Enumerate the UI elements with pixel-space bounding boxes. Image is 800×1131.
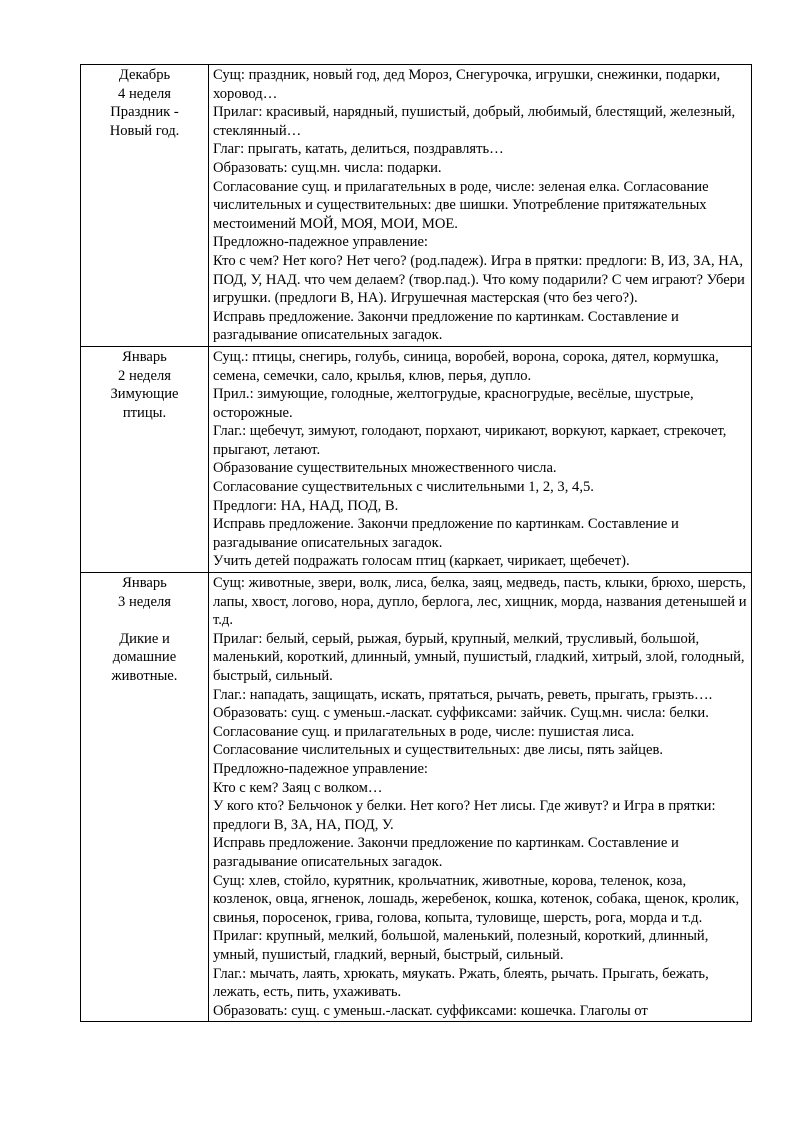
content-paragraph: Учить детей подражать голосам птиц (каркает, чирикает, щебечет).: [213, 553, 630, 570]
content-paragraph: Прилаг: крупный, мелкий, большой, маленький, полезный, короткий, длинный, умный, пушистый, гладкий, верный, быстрый, сильный.: [213, 928, 709, 963]
period-line: Праздник -: [110, 104, 179, 121]
content-paragraph: У кого кто? Бельчонок у белки. Нет кого? Нет лисы. Где живут? и Игра в прятки: предлоги В, ЗА, НА, ПОД, У.: [213, 798, 716, 833]
content-paragraph: Глаг.: щебечут, зимуют, голодают, порхают, чирикают, воркуют, каркает, стрекочет, прыгают, летают.: [213, 423, 727, 458]
content-paragraph: Глаг.: мычать, лаять, хрюкать, мяукать. Ржать, блеять, рычать. Прыгать, бежать, лежать, есть, пить, ухаживать.: [213, 965, 709, 1001]
content-paragraph: Предлоги: НА, НАД, ПОД, В.: [213, 497, 399, 514]
content-paragraph: Исправь предложение. Закончи предложение по картинкам. Составление и разгадывание описательных загадок.: [213, 308, 679, 344]
content-paragraph: Предложно-падежное управление:: [213, 234, 428, 251]
period-line: [85, 611, 204, 630]
content-paragraph: Образовать: сущ.мн. числа: подарки.: [213, 159, 442, 176]
document-page: [80, 64, 751, 1022]
content-paragraph: Предложно-падежное управление:: [213, 760, 428, 777]
content-paragraph: Сущ: животные, звери, волк, лиса, белка, заяц, медведь, пасть, клыки, брюхо, шерсть, лапы, хвост, логово, нора, дупло, берлога, лес, хищник, морда, названия детенышей и т.д.: [213, 575, 747, 629]
period-line: животные.: [111, 668, 178, 684]
content-paragraph: Согласование числительных и существительных: две лисы, пять зайцев.: [213, 742, 663, 759]
content-paragraph: Исправь предложение. Закончи предложение по картинкам. Составление и разгадывание описательных загадок.: [213, 835, 679, 870]
period-line: 4 неделя: [118, 85, 171, 102]
period-line: Декабрь: [118, 67, 171, 83]
content-paragraph: Прилаг: белый, серый, рыжая, бурый, крупный, мелкий, трусливый, большой, маленький, короткий, длинный, умный, пушистый, гладкий, хитрый, злой, голодный, быстрый, сильный.: [213, 630, 745, 684]
content-cell: [209, 65, 752, 347]
period-line: Январь: [122, 348, 167, 365]
content-cell: [209, 573, 752, 1022]
content-paragraph: Согласование существительных с числительными 1, 2, 3, 4,5.: [213, 479, 594, 496]
period-line: птицы.: [122, 404, 167, 421]
content-paragraph: Сущ: праздник, новый год, дед Мороз, Снегурочка, игрушки, снежинки, подарки, хоровод…: [213, 67, 721, 102]
content-paragraph: Глаг: прыгать, катать, делиться, поздравлять…: [213, 141, 504, 158]
content-paragraph: Образовать: сущ. с уменьш.-ласкат. суффиксами: кошечка. Глаголы от: [213, 1002, 648, 1019]
content-paragraph: Кто с чем? Нет кого? Нет чего? (род.падеж). Игра в прятки: предлоги: В, ИЗ, ЗА, НА, ПОД, У, НАД. что чем делаем? (твор.пад.). Что кому подарили? С чем играют? Убери игрушки. (предлоги В, НА). Игрушечная мастерская (что без чего?).: [213, 252, 745, 307]
content-paragraph: Согласование сущ. и прилагательных в роде, числе: зеленая елка. Согласование числительных и существительных: две шишки. Употребление притяжательных местоимений МОЙ, МОЯ, МОИ, МОЕ.: [213, 178, 709, 232]
content-paragraph: Кто с кем? Заяц с волком…: [213, 779, 383, 796]
content-paragraph: Прилаг: красивый, нарядный, пушистый, добрый, любимый, блестящий, железный, стеклянный…: [213, 104, 736, 139]
period-cell: [81, 65, 209, 347]
period-line: домашние: [112, 649, 177, 666]
content-paragraph: Сущ.: птицы, снегирь, голубь, синица, воробей, ворона, сорока, дятел, кормушка, семена, семечки, сало, крылья, клюв, перья, дупло.: [213, 348, 719, 384]
period-cell: [81, 346, 209, 572]
period-cell: [81, 573, 209, 1022]
content-cell: [209, 346, 752, 572]
table-row: [81, 65, 752, 347]
table-row: [81, 346, 752, 572]
period-line: Зимующие: [110, 386, 179, 403]
content-paragraph: Образование существительных множественного числа.: [213, 460, 557, 477]
content-paragraph: Прил.: зимующие, голодные, желтогрудые, красногрудые, весёлые, шустрые, осторожные.: [213, 386, 694, 421]
period-line: Январь: [122, 575, 167, 592]
content-paragraph: Исправь предложение. Закончи предложение по картинкам. Составление и разгадывание описательных загадок.: [213, 516, 679, 551]
table-row: [81, 573, 752, 1022]
period-line: 3 неделя: [118, 593, 171, 610]
period-line: Новый год.: [109, 122, 180, 139]
period-line: Дикие и: [119, 630, 170, 647]
period-line: 2 неделя: [118, 367, 171, 384]
content-paragraph: Глаг.: нападать, защищать, искать, прятаться, рычать, реветь, прыгать, грызть….: [213, 686, 713, 703]
content-paragraph: Сущ: хлев, стойло, курятник, крольчатник, животные, корова, теленок, коза, козленок, овца, ягненок, лошадь, жеребенок, кошка, котенок, собака, щенок, кролик, свинья, поросенок, грива, голова, копыта, туловище, шерсть, рога, морда и т.д.: [213, 872, 740, 926]
lesson-plan-table: [80, 64, 752, 1022]
content-paragraph: Образовать: сущ. с уменьш.-ласкат. суффиксами: зайчик. Сущ.мн. числа: белки.: [213, 705, 709, 722]
content-paragraph: Согласование сущ. и прилагательных в роде, числе: пушистая лиса.: [213, 723, 635, 740]
